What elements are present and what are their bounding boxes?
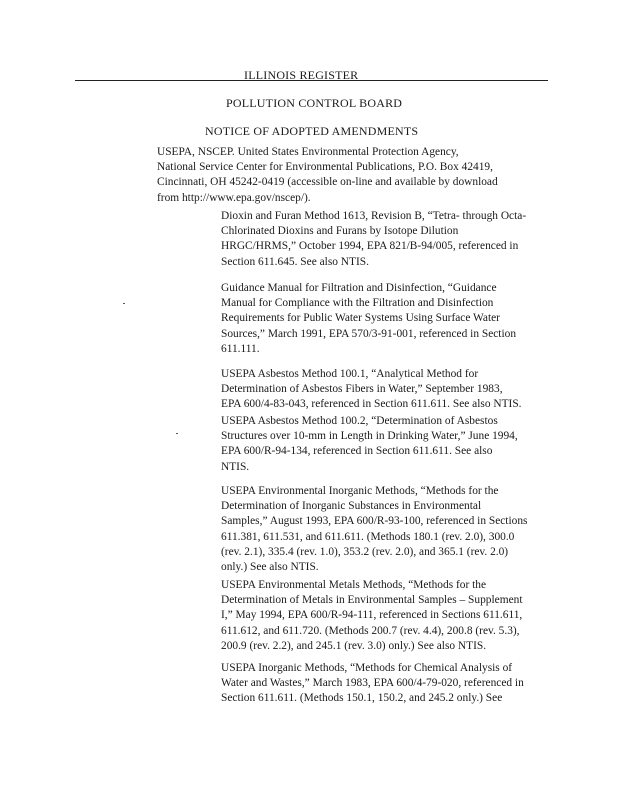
text-line: (rev. 2.1), 335.4 (rev. 1.0), 353.2 (rev. 2.0), and 365.1 (rev. 2.0) bbox=[221, 545, 509, 558]
text-line: Requirements for Public Water Systems Using Surface Water bbox=[221, 312, 500, 325]
text-line: HRGC/HRMS,” October 1994, EPA 821/B-94/005, referenced in bbox=[221, 240, 519, 253]
text-line: Samples,” August 1993, EPA 600/R-93-100, referenced in Sections bbox=[221, 515, 528, 528]
text-line: USEPA Asbestos Method 100.2, “Determination of Asbestos bbox=[221, 415, 498, 427]
text-line: National Service Center for Environmental Publications, P.O. Box 42419, bbox=[157, 161, 493, 174]
text-line: Cincinnati, OH 45242-0419 (accessible on-line and available by download bbox=[157, 176, 498, 189]
text-line: Determination of Asbestos Fibers in Water,” September 1983, bbox=[221, 383, 503, 396]
text-line: 611.381, 611.531, and 611.611. (Methods 180.1 (rev. 2.0), 300.0 bbox=[221, 530, 515, 543]
reference-entry-chemical-analysis bbox=[221, 661, 556, 707]
text-line: Water and Wastes,” March 1983, EPA 600/4-79-020, referenced in bbox=[221, 677, 524, 690]
text-line: Manual for Compliance with the Filtration and Disinfection bbox=[221, 297, 494, 310]
text-line: Guidance Manual for Filtration and Disinfection, “Guidance bbox=[221, 282, 497, 294]
reference-entry-inorganic-methods bbox=[221, 484, 556, 575]
text-line: I,” May 1994, EPA 600/R-94-111, referenced in Sections 611.611, bbox=[221, 609, 523, 622]
text-line: USEPA Environmental Metals Methods, “Methods for the bbox=[221, 579, 487, 591]
text-line: USEPA Environmental Inorganic Methods, “Methods for the bbox=[221, 485, 499, 497]
text-line: Section 611.645. See also NTIS. bbox=[221, 255, 369, 268]
text-line: USEPA, NSCEP. United States Environmental Protection Agency, bbox=[157, 146, 459, 158]
scan-speck bbox=[123, 303, 125, 304]
text-line: EPA 600/R-94-134, referenced in Section 611.611. See also bbox=[221, 445, 493, 458]
text-line: USEPA Inorganic Methods, “Methods for Chemical Analysis of bbox=[221, 662, 513, 674]
text-line: EPA 600/4-83-043, referenced in Section 611.611. See also NTIS. bbox=[221, 398, 522, 411]
reference-entry-metals-methods bbox=[221, 578, 556, 654]
text-line: 611.612, and 611.720. (Methods 200.7 (rev. 4.4), 200.8 (rev. 5.3), bbox=[221, 624, 520, 637]
text-line: USEPA Asbestos Method 100.1, “Analytical Method for bbox=[221, 368, 479, 380]
scan-speck bbox=[176, 433, 178, 434]
text-line: Determination of Inorganic Substances in Environmental bbox=[221, 500, 482, 513]
text-line: Sources,” March 1991, EPA 570/3-91-001, referenced in Section bbox=[221, 327, 517, 340]
register-title: ILLINOIS REGISTER bbox=[244, 68, 359, 82]
text-line: Structures over 10-mm in Length in Drinking Water,” June 1994, bbox=[221, 430, 518, 443]
text-line: Dioxin and Furan Method 1613, Revision B, “Tetra- through Octa- bbox=[221, 210, 527, 222]
text-line: NTIS. bbox=[221, 460, 250, 473]
reference-entry-asbestos-100-2 bbox=[221, 414, 556, 475]
reference-entry-guidance-manual bbox=[221, 281, 556, 357]
header-rule bbox=[75, 80, 548, 81]
text-line: 611.111. bbox=[221, 342, 260, 355]
notice-title: NOTICE OF ADOPTED AMENDMENTS bbox=[205, 124, 419, 138]
text-line: from http://www.epa.gov/nscep/). bbox=[157, 191, 311, 204]
text-line: Section 611.611. (Methods 150.1, 150.2, and 245.2 only.) See bbox=[221, 692, 503, 705]
text-line: only.) See also NTIS. bbox=[221, 561, 319, 574]
text-line: 200.9 (rev. 2.2), and 245.1 (rev. 3.0) only.) See also NTIS. bbox=[221, 639, 487, 652]
reference-entry-asbestos-100-1 bbox=[221, 367, 556, 413]
intro-paragraph bbox=[157, 145, 557, 206]
text-line: Determination of Metals in Environmental Samples – Supplement bbox=[221, 594, 523, 607]
reference-entry-dioxin bbox=[221, 209, 556, 270]
text-line: Chlorinated Dioxins and Furans by Isotope Dilution bbox=[221, 225, 459, 238]
board-name: POLLUTION CONTROL BOARD bbox=[226, 96, 403, 110]
